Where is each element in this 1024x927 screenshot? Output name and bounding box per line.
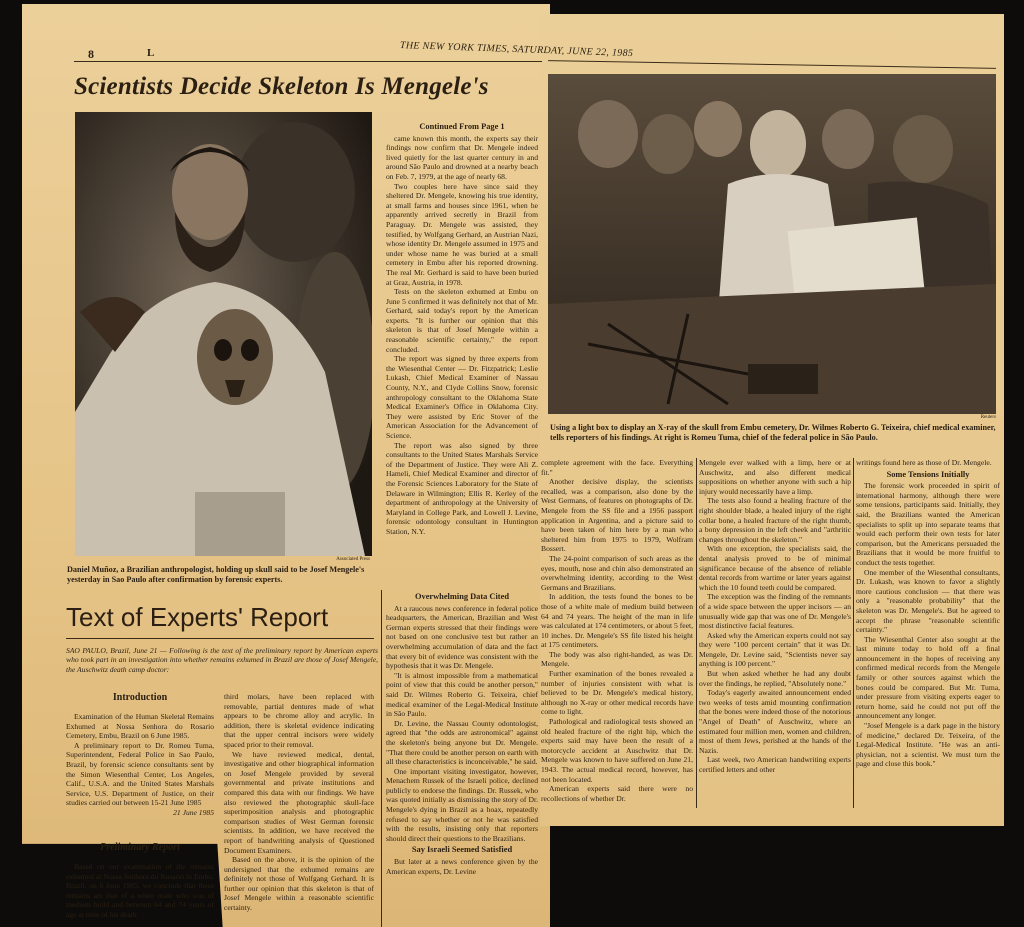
paragraph: The report was signed by three experts from the Wiesenthal Center — Dr. Fitzpatrick; Leslie Lukash, Chief Medical Examiner of Nassau County, N.Y., and Clyde Collins Snow, forensic anthropology consultant to the Oklahoma State Medical Examiner's Office in Oklahoma City. They were assisted by Eric Stover of the American Association for the Advancement of Science. <box>386 354 538 440</box>
paragraph: At a raucous news conference in federal police headquarters, the American, Brazilian and West German experts stressed that their findings were not based on one conclusive test but rather an overwhelming accumulation of data and the fact that every bit of evidence was consistent with the hypothesis that it was Dr. Mengele. <box>386 603 538 671</box>
paragraph: Further examination of the bones revealed a number of injuries consistent with what is believed to be Dr. Mengele's medical history, although no X-ray or other medical records have come to light. <box>541 669 693 717</box>
paragraph: The forensic work proceeded in spirit of international harmony, although there were some tensions, participants said. Initially, they said, the Brazilians wanted the American specialists to split up into separate teams that would each perform their own tests for later comparison, but the Americans persuaded the Brazilians that it would be more fruitful to conduct the tests together. <box>856 481 1000 567</box>
paragraph: The body was also right-handed, as was Dr. Mengele. <box>541 649 693 669</box>
continued-column <box>386 120 538 537</box>
subhead-overwhelming: Overwhelming Data Cited <box>415 592 509 601</box>
paragraph: The tests also found a healing fracture of the right shoulder blade, a healed injury of the right collar bone, a healed fracture of the right thumb, a bony depression in the left cheek and "arthritic changes throughout the skeleton." <box>699 496 851 544</box>
paragraph: Two couples here have since said they sheltered Dr. Mengele, knowing his true identity, at small farms and houses since 1961, when he apparently arrived secretly in Brazil from Paraguay. Dr. Mengele was assisted, they testified, by Wolfgang Gerhard, an Austrian Nazi, whose identity Dr. Mengele assumed in 1975 and under whose name he was buried at a small cemetery in Embu after his reported drowning. The real Mr. Gerhard is said to have been buried at Graz, Austria, in 1978. <box>386 181 538 287</box>
paragraph: With one exception, the specialists said, the dental analysis proved to be of minimal significance because of the absence of reliable dental records from wartime or later years against which the 10 found teeth could be compared. <box>699 544 851 592</box>
edition-letter: L <box>147 47 155 59</box>
skull-photo-image <box>75 112 372 556</box>
paragraph: complete agreement with the face. Everything fit." <box>541 458 693 477</box>
paragraph: In addition, the tests found the bones to be those of a white male of medium build between 64 and 74 years. The height of the man in life was calculated at 174 centimeters, or about 5 feet, 10 inches. Dr. Mengele's SS file listed his height at 175 centimeters. <box>541 592 693 650</box>
paragraph: writings found here as those of Dr. Mengele. <box>856 458 992 467</box>
left-photo-credit: Associated Press <box>336 557 370 562</box>
paragraph: "Josef Mengele is a dark page in the history of medicine," declared Dr. Teixeira, of the Legal-Medical Institute. "He was an anti-physician, not a scientist. We must turn the page and close this book." <box>856 721 1000 769</box>
headline: Scientists Decide Skeleton Is Mengele's <box>74 73 489 100</box>
column-d <box>699 458 851 810</box>
preliminary-head: Preliminary Report <box>100 842 180 853</box>
report-col-2 <box>224 692 374 927</box>
report-col-1 <box>66 712 214 818</box>
column-c <box>541 458 693 810</box>
paragraph: "It is almost impossible from a mathematical point of view that this could be another person," said Dr. Wilmes Roberto G. Teixeira, chief medical examiner of the Legal-Medical Institute in São Paulo. <box>386 670 538 719</box>
continued-label: Continued From Page 1 <box>419 122 505 131</box>
left-photo-caption: Daniel Muñoz, a Brazilian anthropologist, holding up skull said to be Josef Mengele's yesterday in Sao Paulo after confirmation by forensic experts. <box>67 565 365 584</box>
report-rule <box>66 638 374 639</box>
report-title: Text of Experts' Report <box>66 602 329 632</box>
paragraph: We have reviewed medical, dental, investigative and other biographical information on Josef Mengele provided by several governmental and private institutions and compared this data with our findings. We have also reviewed the photographic skull-face superimposition analysis and photographic comparison studies of West German forensic scientists. In addition, we have received the report of handwriting analysis of Questioned Document Examiners. <box>224 749 374 855</box>
paragraph: One member of the Wiesenthal consultants, Dr. Lukash, was known to favor a slightly more cautious conclusion — that there was only a "reasonable probability" that the skeleton was Dr. Mengele's. But he agreed to accept the phrase "reasonable scientific certainty." <box>856 567 1000 635</box>
xray-press-photo-image <box>548 74 996 414</box>
right-photo-credit: Reuters <box>980 415 996 420</box>
column-e <box>856 458 1000 810</box>
paragraph: Today's eagerly awaited announcement ended two weeks of tests amid mounting confirmation that the bones were indeed those of the notorious "Angel of Death" of Auschwitz, where an estimated four million men, women and children, most of them Jews, perished at the hands of the Nazis. <box>699 688 851 755</box>
paragraph: Last week, two American handwriting experts certified letters and other <box>699 755 851 774</box>
paragraph: Mengele ever walked with a limp, here or at Auschwitz, and also different medical suppositions on whether anyone with such a hip injury would necessarily have a limp. <box>699 458 851 496</box>
xray-press-photo <box>548 74 996 414</box>
paragraph: Dr. Levine, the Nassau County odontologist, agreed that "the odds are astronomical" against the skeleton's being anyone but Dr. Mengele. "That there could be another person on earth with all these characteristics is inconceivable," he said. <box>386 718 538 767</box>
paragraph: Based on our examination of the remains exhumed at Nossa Senhora do Rosario in Embu, Brazil, on 6 June 1985, we conclude that these remains are that of a white male who was of medium build and between 64 and 74 years of age at time of his death <box>66 862 214 919</box>
report-intro: SAO PAULO, Brazil, June 21 — Following is the text of the preliminary report by American experts who took part in an investigation into whether remains exhumed in Brazil are those of Josef Mengele, the Auschwitz death camp doctor: <box>66 646 378 674</box>
paragraph: Tests on the skeleton exhumed at Embu on June 5 confirmed it was definitely not that of Mr. Gerhard, said today's report by the American experts. "It is further our opinion that this skeleton is that of Josef Mengele within a reasonable scientific certainty," the report concluded. <box>386 287 538 354</box>
paragraph: Asked why the American experts could not say they were "100 percent certain" that it was Dr. Mengele, Dr. Levine said, "Scientists never say anything is 100 percent." <box>699 630 851 669</box>
subhead-israeli: Say Israeli Seemed Satisfied <box>411 845 513 855</box>
column-rule <box>853 458 854 808</box>
paragraph: American experts said there were no recollections of whether Dr. <box>541 784 693 803</box>
report-date: 21 June 1985 <box>173 807 214 817</box>
paragraph: The report was also signed by three consultants to the United States Marshals Service of the Department of Justice. They were Ali Z. Hameli, Chief Medical Examiner and director of the Forensic Sciences Laboratory for the State of Delaware in Wilmington; Ellis R. Kerley of the department of anthropology at the University of Maryland in College Park, and Lowell J. Levine, forensic odontology consultant in Huntington Station, N.Y. <box>386 440 538 536</box>
paragraph: One important visiting investigator, however, Menachem Russek of the Israeli police, declined publicly to endorse the findings. Dr. Russek, who was quoted initially as dismissing the story of Dr. Mengele's dying in Brazil as a hoax, repeatedly refused to say whether or not he was satisfied with the results, insisting only that reporters should direct their questions to the Brazilians. <box>386 766 538 843</box>
paragraph: Examination of the Human Skeletal Remains Exhumed at Nossa Senhora do Rosario Cemetery, Embu, Brazil on 6 June 1985. <box>66 712 214 741</box>
header-rule <box>74 61 542 62</box>
paragraph: third molars, have been replaced with removable, partial dentures made of what appears to be chrome alloy and acrylic. In addition, there is skeletal evidence indicating that the upper central incisors were widely spaced prior to their removal. <box>224 692 374 749</box>
right-photo-caption: Using a light box to display an X-ray of the skull from Embu cemetery, Dr. Wilmes Roberto G. Teixeira, chief medical examiner, tells reporters of his findings. At right is Romeu Tuma, chief of the federal police in São Paulo. <box>550 423 996 442</box>
introduction-head: Introduction <box>112 692 168 703</box>
column-rule <box>696 458 697 808</box>
paragraph: But later at a news conference given by the American experts, Dr. Levine <box>386 857 538 876</box>
paragraph: Pathological and radiological tests showed an old healed fracture of the right hip, which the experts said may have been the result of a motorcycle accident at Auschwitz that Dr. Mengele was known to have suffered on June 21, 1943. The actual medical record, however, has not been located. <box>541 717 693 784</box>
running-head: THE NEW YORK TIMES, SATURDAY, JUNE 22, 1985 <box>399 40 634 60</box>
subhead-tensions: Some Tensions Initially <box>886 469 970 479</box>
paragraph: Based on the above, it is the opinion of the undersigned that the exhumed remains are definitely not those of Wolfgang Gerhard. It is further our opinion that this skeleton is that of Josef Mengele within a reasonable scientific certainty. <box>224 855 374 913</box>
column-rule <box>381 590 382 927</box>
overwhelming-data-column <box>386 590 538 876</box>
paragraph: A preliminary report to Dr. Romeu Tuma, Superintendent, Federal Police in Sao Paulo, Brazil, by forensic science consultants sent by the Simon Wiesenthal Center, Los Angeles, Calif., U.S.A. and the United States Marshals Service, U.S. Department of Justice, on their studies carried out between 15-21 June 1985 <box>66 740 214 808</box>
paragraph: The exception was the finding of the remnants of a wide space between the upper incisors — an unusually wide gap that was one of Dr. Mengele's most distinctive facial features. <box>699 592 851 631</box>
paragraph: Another decisive display, the scientists recalled, was a comparison, also done by the West Germans, of features on photographs of Dr. Mengele from the SS file and a 1956 passport application in Argentina, and a picture said to have been taken of him here by a man who sheltered him from 1975 to 1979, Wolfram Bossert. <box>541 477 693 554</box>
paragraph: The Wiesenthal Center also sought at the last minute today to hold off a final announcement in the hopes of receiving any confirmed medical records from the Mengele family or other sources against which the bones could be compared. But Mr. Tuma, under pressure from visiting experts eager to return home, said he could not put off the announcement any longer. <box>856 634 1000 721</box>
paragraph: The 24-point comparison of such areas as the eyes, mouth, nose and chin also demonstrated an overwhelming identity, according to the West Germans and Brazilians. <box>541 553 693 592</box>
report-col-prelim <box>66 862 214 924</box>
skull-photo <box>75 112 372 556</box>
paragraph: came known this month, the experts say their findings now confirm that Dr. Mengele indeed lived quietly for the last quarter century in and around São Paulo and drowned at a nearby beach on Feb. 7, 1979, at the age of nearly 68. <box>386 133 538 181</box>
page-number: 8 <box>88 47 95 61</box>
paragraph: But when asked whether he had any doubt over the findings, he replied, "Absolutely none." <box>699 669 851 688</box>
